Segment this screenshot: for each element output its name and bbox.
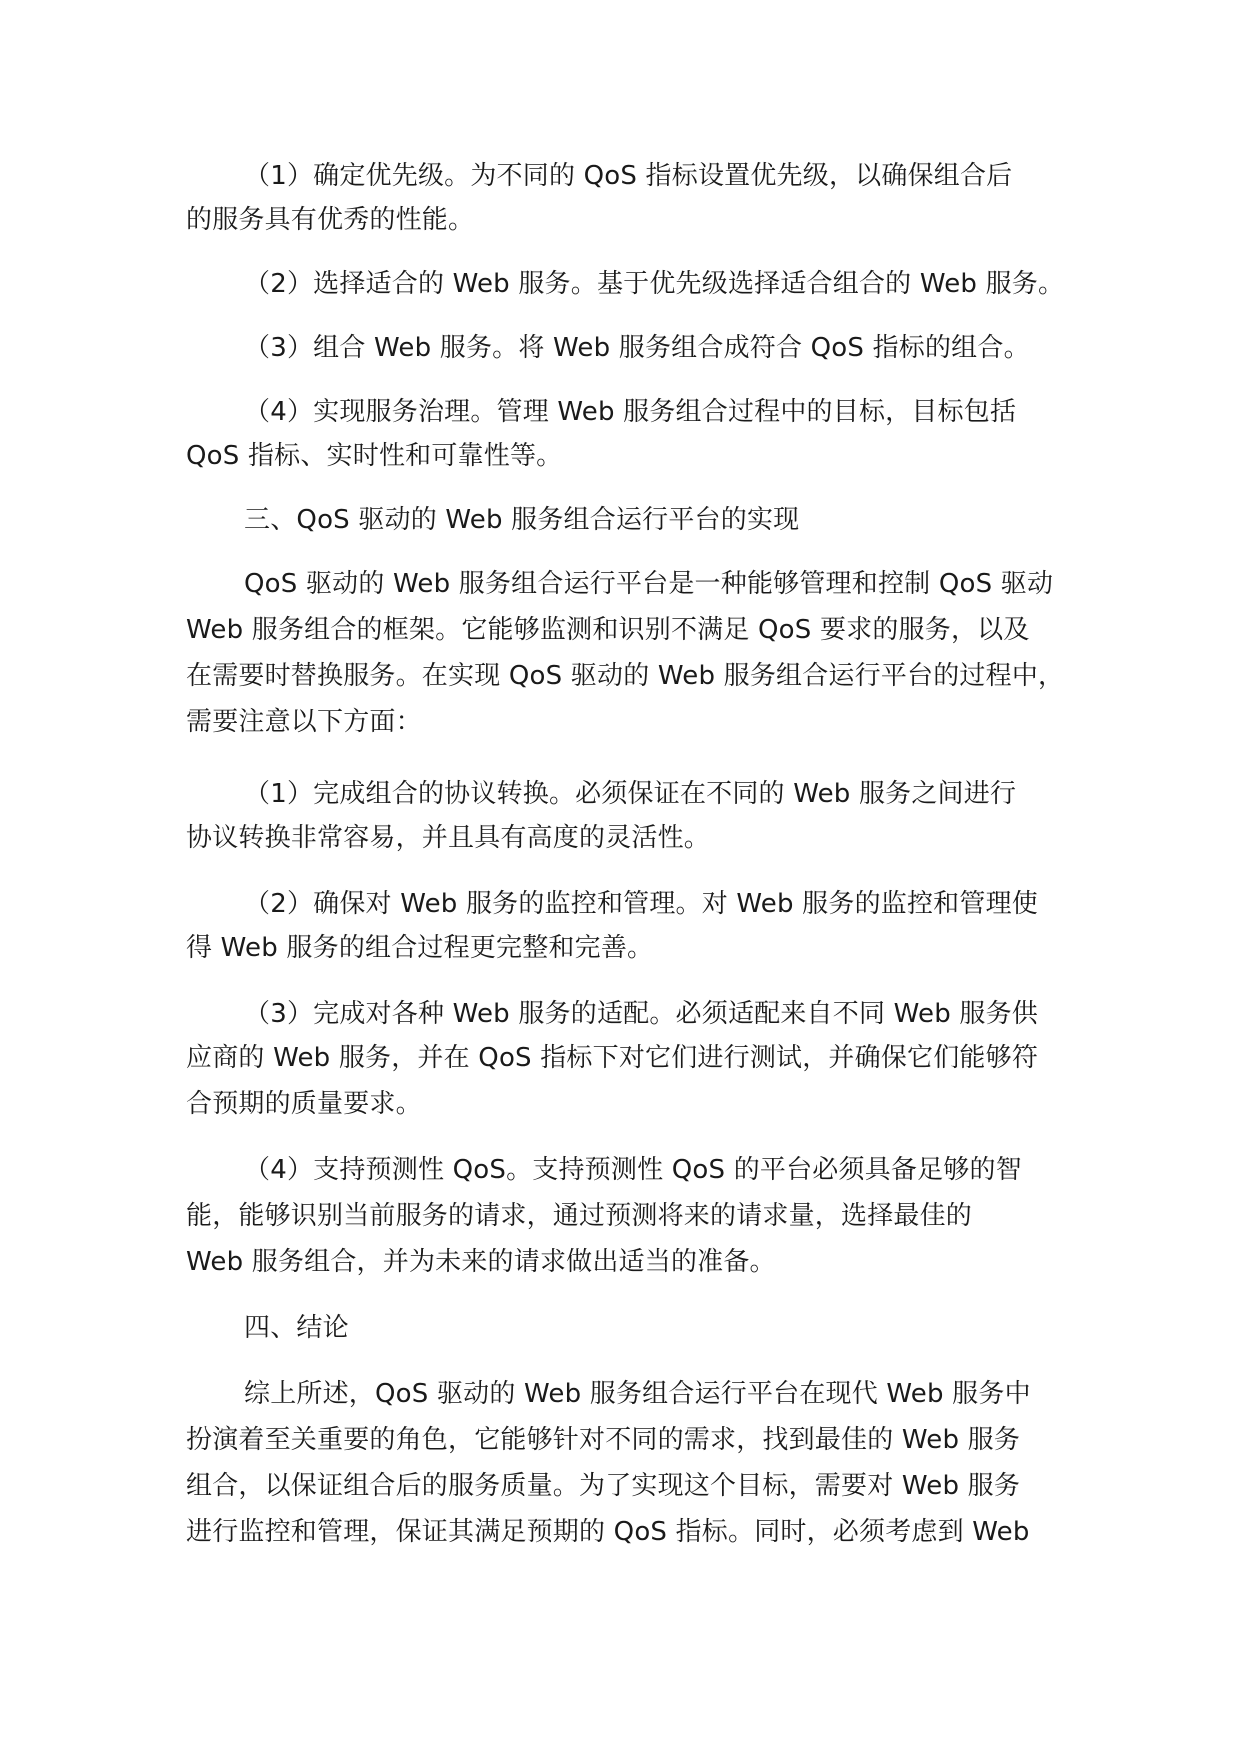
paragraph-8-line-1: （3）完成对各种 Web 服务的适配。必须适配来自不同 Web 服务供 [244,999,1038,1029]
paragraph-4-line-1: （4）实现服务治理。管理 Web 服务组合过程中的目标，目标包括 [244,397,1017,427]
paragraph-10-line-4: 进行监控和管理，保证其满足预期的 QoS 指标。同时，必须考虑到 Web [186,1517,1030,1547]
paragraph-8-line-3: 合预期的质量要求。 [186,1089,422,1119]
paragraph-3-line-1: （3）组合 Web 服务。将 Web 服务组合成符合 QoS 指标的组合。 [244,333,1030,363]
paragraph-1-line-1: （1）确定优先级。为不同的 QoS 指标设置优先级，以确保组合后 [244,161,1013,191]
paragraph-1-line-2: 的服务具有优秀的性能。 [186,205,475,235]
section-heading-3: 三、QoS 驱动的 Web 服务组合运行平台的实现 [244,505,800,535]
paragraph-7-line-2: 得 Web 服务的组合过程更完整和完善。 [186,933,654,963]
paragraph-10-line-2: 扮演着至关重要的角色，它能够针对不同的需求，找到最佳的 Web 服务 [186,1425,1021,1455]
paragraph-5-line-4: 需要注意以下方面： [186,707,422,737]
paragraph-5-line-2: Web 服务组合的框架。它能够监测和识别不满足 QoS 要求的服务，以及 [186,615,1030,645]
paragraph-5-line-3: 在需要时替换服务。在实现 QoS 驱动的 Web 服务组合运行平台的过程中， [186,661,1065,691]
paragraph-9-line-3: Web 服务组合，并为未来的请求做出适当的准备。 [186,1247,776,1277]
paragraph-5-line-1: QoS 驱动的 Web 服务组合运行平台是一种能够管理和控制 QoS 驱动 [244,569,1054,599]
paragraph-8-line-2: 应商的 Web 服务，并在 QoS 指标下对它们进行测试，并确保它们能够符 [186,1043,1039,1073]
paragraph-7-line-1: （2）确保对 Web 服务的监控和管理。对 Web 服务的监控和管理使 [244,889,1038,919]
section-heading-4: 四、结论 [244,1313,349,1343]
paragraph-9-line-2: 能，能够识别当前服务的请求，通过预测将来的请求量，选择最佳的 [186,1201,973,1231]
paragraph-4-line-2: QoS 指标、实时性和可靠性等。 [186,441,563,471]
paragraph-6-line-1: （1）完成组合的协议转换。必须保证在不同的 Web 服务之间进行 [244,779,1017,809]
paragraph-10-line-3: 组合，以保证组合后的服务质量。为了实现这个目标，需要对 Web 服务 [186,1471,1021,1501]
paragraph-2-line-1: （2）选择适合的 Web 服务。基于优先级选择适合组合的 Web 服务。 [244,269,1065,299]
paragraph-9-line-1: （4）支持预测性 QoS。支持预测性 QoS 的平台必须具备足够的智 [244,1155,1022,1185]
paragraph-6-line-2: 协议转换非常容易，并且具有高度的灵活性。 [186,823,711,853]
paragraph-10-line-1: 综上所述，QoS 驱动的 Web 服务组合运行平台在现代 Web 服务中 [244,1379,1031,1409]
